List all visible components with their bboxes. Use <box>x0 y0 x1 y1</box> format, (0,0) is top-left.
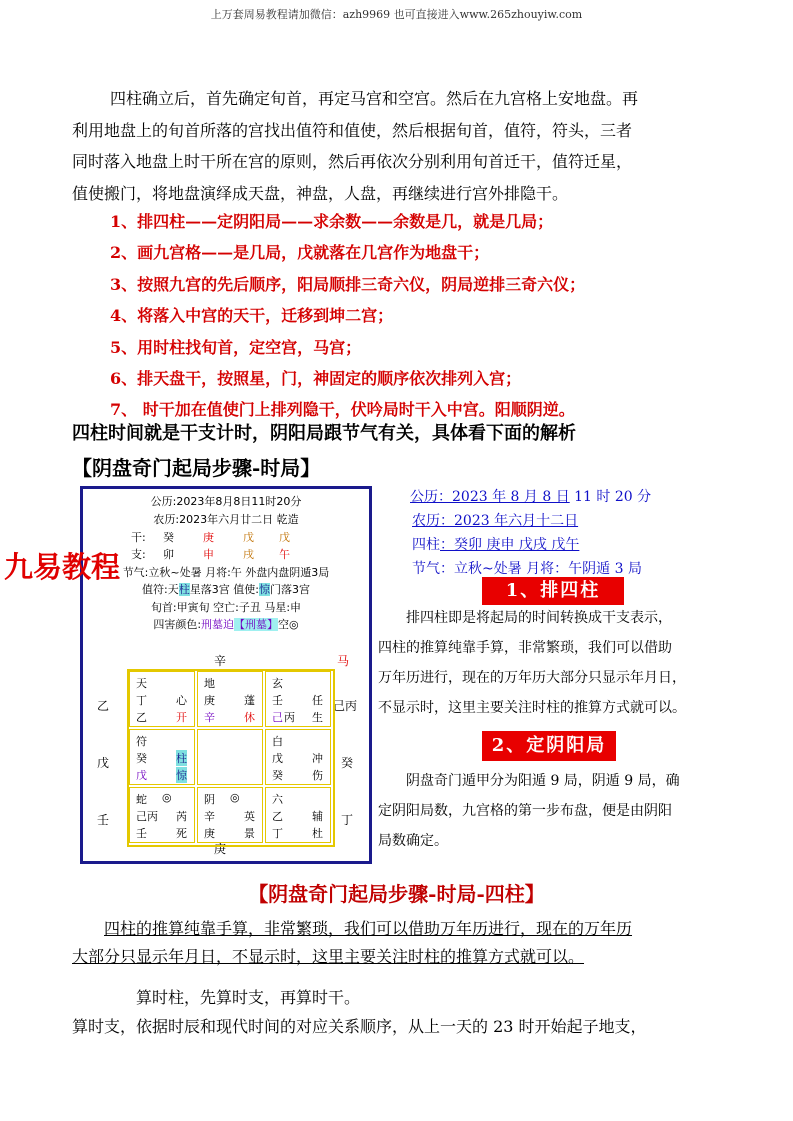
info-gongli <box>410 486 651 506</box>
cell-god: 六 <box>272 793 283 806</box>
step-list <box>110 206 740 426</box>
zhi-year: 卯 <box>163 548 174 561</box>
cell-star: 柱 <box>176 752 187 765</box>
summary-line: 四柱时间就是干支计时，阴阳局跟节气有关，具体看下面的解析 <box>72 423 576 444</box>
step-item: 7、 时干加在值使门上排列隐干，伏吟局时干入中宫。阳顺阴逆。 <box>110 400 575 420</box>
step1-line: 万年历进行，现在的万年历大部分只显示年月日， <box>378 670 686 686</box>
chart-gongli: 公历:2023年8月8日11时20分 <box>150 495 302 508</box>
cell-dipan: 乙 <box>136 711 147 724</box>
cell-dipan: 庚 <box>204 827 215 840</box>
zhishi-gate: 惊 <box>258 583 270 596</box>
outer-right-2: 癸 <box>341 756 354 770</box>
zhi-month: 申 <box>203 548 214 561</box>
gan-month: 庚 <box>203 531 214 544</box>
outer-bottom: 庚 <box>214 842 227 856</box>
cell-star: 辅 <box>312 810 323 823</box>
cell-kong-mark: ◎ <box>230 791 240 804</box>
chart-gan-row <box>131 529 331 547</box>
section-title: 【阴盘奇门起局步骤-时局】 <box>72 456 321 480</box>
nine-palace-grid <box>127 669 335 847</box>
intro-line: 利用地盘上的旬首所落的宫找出值符和值使，然后根据旬首，值符，符头，三者 <box>72 120 633 140</box>
info-nongli: 农历：2023 年六月十二日 <box>412 513 579 529</box>
palace-cell <box>129 787 195 843</box>
info-gongli-date: 公历：2023 年 8 月 8 日 <box>410 489 570 505</box>
color-kong: 空◎ <box>278 618 299 631</box>
step1-line: 四柱的推算纯靠手算，非常繁琐，我们可以借助 <box>378 640 672 656</box>
step-item: 6、排天盘干，按照星，门，神固定的顺序依次排列入宫； <box>110 369 522 389</box>
chart-jieqi: 节气:立秋~处暑 月将:午 外盘内盘阴遁3局 <box>122 566 330 579</box>
cell-gate: 生 <box>312 711 323 724</box>
gan-label: 干: <box>131 531 146 544</box>
cell-god: 天 <box>136 677 147 690</box>
cell-star: 冲 <box>312 752 323 765</box>
cell-gate: 休 <box>244 711 255 724</box>
cell-god: 蛇 <box>136 793 147 806</box>
zhifu-mid: 星落3宫 值使: <box>189 583 259 596</box>
cell-dipan: 壬 <box>136 827 147 840</box>
cell-star: 心 <box>176 694 187 707</box>
cell-gate: 惊 <box>176 769 187 782</box>
step-item: 4、将落入中宫的天干，迁移到坤二宫； <box>110 306 394 326</box>
watermark-logo: 九易教程 <box>4 550 121 584</box>
chart-zhifu <box>83 581 369 597</box>
calc-line: 四柱的推算纯靠手算，非常繁琐，我们可以借助万年历进行，现在的万年历 <box>104 919 633 938</box>
cell-tianpan: 癸 <box>136 752 147 765</box>
intro-line: 四柱确立后，首先确定旬首，再定马宫和空宫。然后在九宫格上安地盘。再 <box>110 89 639 108</box>
info-sizhu <box>412 534 579 554</box>
step2-line: 定阴阳局数，九宫格的第一步布盘，便是由阴阳 <box>378 803 672 819</box>
gan-day: 戊 <box>243 531 254 544</box>
cell-gate: 杜 <box>312 827 323 840</box>
color-prefix: 四害颜色: <box>153 618 202 631</box>
gan-year: 癸 <box>163 531 174 544</box>
zhishi-suffix: 门落3宫 <box>269 583 310 596</box>
tail-line-1: 算时柱，先算时支，再算时干。 <box>136 988 361 1007</box>
palace-cell <box>265 729 331 785</box>
intro-line: 值使搬门，将地盘演绎成天盘，神盘，人盘，再继续进行宫外排隐干。 <box>72 183 569 203</box>
zhifu-star: 柱 <box>178 583 190 596</box>
palace-cell-center <box>197 729 263 785</box>
cell-dipan-2: 丙 <box>284 711 295 724</box>
info-jieqi: 节气：立秋~处暑 月将：午阴遁 3 局 <box>412 561 642 577</box>
outer-top: 辛 <box>214 654 227 668</box>
step1-line: 排四柱即是将起局的时间转换成干支表示， <box>406 610 672 626</box>
step-item: 1、排四柱——定阴阳局——求余数——余数是几，就是几局； <box>110 212 554 231</box>
outer-right-1: 己丙 <box>333 699 358 713</box>
palace-cell <box>129 671 195 727</box>
step2-title: 2、定阴阳局 <box>482 731 616 761</box>
qimen-chart <box>80 486 372 864</box>
outer-left-2: 戊 <box>97 756 110 770</box>
outer-left-3: 壬 <box>97 813 110 827</box>
cell-gate: 景 <box>244 827 255 840</box>
cell-tianpan: 己丙 <box>136 810 158 823</box>
section-title-2: 【阴盘奇门起局步骤-时局-四柱】 <box>248 882 545 906</box>
cell-star: 任 <box>312 694 323 707</box>
palace-cell <box>197 671 263 727</box>
info-gongli-time: 11 时 20 分 <box>569 489 652 505</box>
cell-god: 白 <box>272 735 283 748</box>
cell-star: 英 <box>244 810 255 823</box>
chart-zhi-row <box>131 546 331 564</box>
color-xingmu: 【刑墓】 <box>234 618 279 631</box>
cell-tianpan: 乙 <box>272 810 283 823</box>
palace-cell <box>265 787 331 843</box>
color-xing: 刑墓迫 <box>201 618 235 631</box>
cell-dipan: 己 <box>272 711 283 724</box>
calc-line: 大部分只显示年月日，不显示时，这里主要关注时柱的推算方式就可以。 <box>72 947 585 966</box>
cell-tianpan: 戊 <box>272 752 283 765</box>
step-item: 2、画九宫格——是几局，戊就落在几宫作为地盘干； <box>110 243 490 263</box>
cell-star: 蓬 <box>244 694 255 707</box>
cell-tianpan: 丁 <box>136 694 147 707</box>
cell-dipan: 辛 <box>204 711 215 724</box>
tail-line-2: 算时支，依据时辰和现代时间的对应关系顺序，从上一天的 23 时开始起子地支， <box>72 1017 647 1036</box>
cell-tianpan: 庚 <box>204 694 215 707</box>
chart-xunshou: 旬首:甲寅旬 空亡:子丑 马星:申 <box>150 601 302 614</box>
palace-cell <box>197 787 263 843</box>
step1-paragraph <box>378 603 724 723</box>
step-item: 3、按照九宫的先后顺序，阳局顺排三奇六仪，阴局逆排三奇六仪； <box>110 274 586 294</box>
chart-colors <box>83 616 369 632</box>
step1-title: 1、排四柱 <box>482 577 624 605</box>
info-sizhu-value: ：癸卯 庚申 戊戌 戊午 <box>440 537 580 553</box>
cell-gate: 死 <box>176 827 187 840</box>
cell-star: 芮 <box>176 810 187 823</box>
step2-paragraph <box>378 766 724 856</box>
intro-line: 同时落入地盘上时干所在宫的原则，然后再依次分别利用旬首迁干，值符迁星， <box>72 152 633 171</box>
zhi-label: 支: <box>131 548 146 561</box>
palace-cell <box>129 729 195 785</box>
zhifu-prefix: 值符:天 <box>142 583 179 596</box>
chart-nongli: 农历:2023年六月廿二日 乾造 <box>153 513 299 526</box>
cell-god: 符 <box>136 735 147 748</box>
calc-paragraph <box>72 915 724 971</box>
cell-tianpan: 壬 <box>272 694 283 707</box>
cell-god: 地 <box>204 677 215 690</box>
cell-god: 玄 <box>272 677 283 690</box>
cell-dipan: 戊 <box>136 769 147 782</box>
intro-paragraph <box>72 83 724 209</box>
step1-line: 不显示时，这里主要关注时柱的推算方式就可以。 <box>378 700 686 716</box>
cell-kong-mark: ◎ <box>162 791 172 804</box>
outer-left-1: 乙 <box>97 699 110 713</box>
cell-gate: 开 <box>176 711 187 724</box>
outer-right-3: 丁 <box>341 813 354 827</box>
cell-tianpan: 辛 <box>204 810 215 823</box>
cell-god: 阴 <box>204 793 215 806</box>
palace-cell <box>265 671 331 727</box>
step-item: 5、用时柱找旬首，定空宫，马宫； <box>110 337 362 357</box>
info-sizhu-label: 四柱 <box>412 537 440 553</box>
page-header: 上万套周易教程请加微信：azh9969 也可直接进入www.265zhouyiw.com <box>210 8 583 21</box>
gan-hour: 戊 <box>279 531 290 544</box>
cell-gate: 伤 <box>312 769 323 782</box>
zhi-hour: 午 <box>279 548 290 561</box>
step2-line: 阴盘奇门遁甲分为阳遁 9 局，阴遁 9 局，确 <box>406 773 680 789</box>
cell-dipan: 丁 <box>272 827 283 840</box>
zhi-day: 戌 <box>243 548 254 561</box>
cell-dipan: 癸 <box>272 769 283 782</box>
step2-line: 局数确定。 <box>378 833 448 849</box>
outer-ma: 马 <box>337 654 350 668</box>
